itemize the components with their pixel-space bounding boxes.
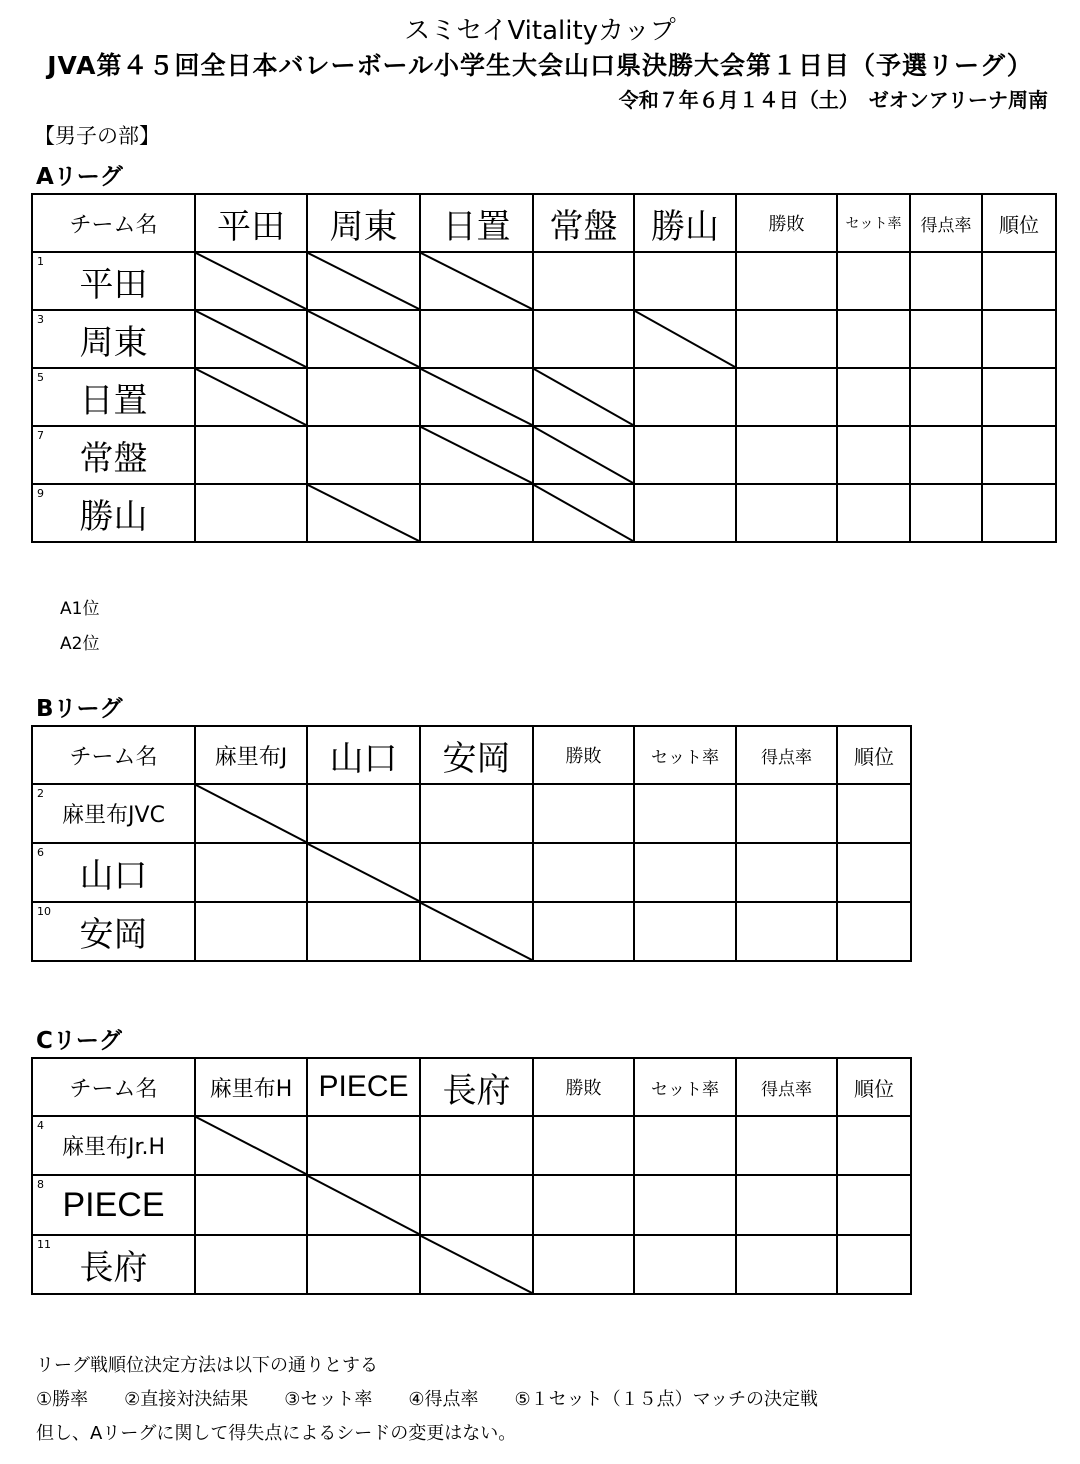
stat-cell[interactable] — [533, 1116, 634, 1175]
team-cell — [32, 484, 195, 542]
diagonal-cell — [307, 252, 420, 310]
team-name-header: チーム名 — [32, 1058, 195, 1116]
stat-cell[interactable] — [736, 1116, 837, 1175]
team-name: 平田 — [79, 264, 148, 305]
result-cell[interactable] — [420, 310, 533, 368]
team-name-header: チーム名 — [32, 726, 195, 784]
seed-number: 1 — [37, 255, 44, 268]
team-cell — [32, 784, 195, 843]
table-row — [32, 1116, 911, 1175]
team-name: 周東 — [79, 322, 148, 363]
column-team: 勝山 — [634, 194, 736, 252]
stat-cell[interactable] — [736, 368, 837, 426]
stat-cell[interactable] — [736, 1175, 837, 1235]
seed-number: 7 — [37, 429, 44, 442]
table-row — [32, 310, 1056, 368]
point-rate-header: 得点率 — [736, 726, 837, 784]
table-row — [32, 484, 1056, 542]
diagonal-cell — [533, 426, 634, 484]
team-name: 安岡 — [79, 915, 148, 955]
diagonal-cell — [195, 1116, 307, 1175]
win-loss-header: 勝敗 — [736, 194, 837, 252]
table-row — [32, 1175, 911, 1235]
a1-rank-label: A1位 — [60, 599, 100, 619]
column-team: 麻里布J — [195, 726, 307, 784]
team-name: 山口 — [79, 856, 148, 896]
result-cell[interactable] — [195, 1175, 307, 1235]
result-cell[interactable] — [195, 426, 307, 484]
table-row — [32, 902, 911, 961]
stat-cell[interactable] — [634, 843, 736, 902]
diagonal-cell — [420, 252, 533, 310]
stat-cell[interactable] — [736, 310, 837, 368]
division-label: 【男子の部】 — [34, 124, 160, 148]
table-row — [32, 368, 1056, 426]
table-header-row — [32, 726, 911, 784]
title-line1: スミセイVitalityカップ — [404, 16, 676, 46]
stat-cell[interactable] — [736, 1235, 837, 1294]
column-team: 日置 — [420, 194, 533, 252]
seed-number: 4 — [37, 1119, 44, 1132]
diagonal-cell — [634, 310, 736, 368]
table-row — [32, 1235, 911, 1294]
result-cell[interactable] — [195, 484, 307, 542]
diagonal-cell — [533, 368, 634, 426]
stat-cell[interactable] — [736, 902, 837, 961]
column-team: PIECE — [307, 1058, 420, 1116]
result-cell[interactable] — [533, 252, 634, 310]
diagonal-cell — [420, 426, 533, 484]
ranking-rules-caveat: 但し、Aリーグに関して得失点によるシードの変更はない。 — [36, 1423, 517, 1444]
title-line2: JVA第４５回全日本バレーボール小学生大会山口県決勝大会第１日目（予選リーグ） — [47, 51, 1033, 80]
table-header-row — [32, 194, 1056, 252]
team-name: 勝山 — [79, 496, 148, 537]
point-rate-header: 得点率 — [736, 1058, 837, 1116]
team-name: 麻里布Jr.H — [61, 1135, 166, 1160]
league-c-table — [31, 1057, 912, 1295]
team-cell — [32, 1235, 195, 1294]
result-cell[interactable] — [420, 784, 533, 843]
column-team: 安岡 — [420, 726, 533, 784]
team-name: PIECE — [62, 1185, 165, 1224]
result-cell[interactable] — [307, 784, 420, 843]
stat-cell[interactable] — [910, 426, 982, 484]
result-cell[interactable] — [420, 1175, 533, 1235]
team-cell — [32, 426, 195, 484]
result-cell[interactable] — [634, 484, 736, 542]
column-team: 山口 — [307, 726, 420, 784]
team-name: 麻里布JVC — [62, 803, 165, 828]
team-cell — [32, 310, 195, 368]
diagonal-cell — [420, 1235, 533, 1294]
seed-number: 3 — [37, 313, 44, 326]
stat-cell[interactable] — [736, 843, 837, 902]
table-row — [32, 426, 1056, 484]
stat-cell[interactable] — [533, 1235, 634, 1294]
team-name: 長府 — [79, 1248, 148, 1288]
seed-number: 11 — [37, 1238, 51, 1251]
seed-number: 6 — [37, 846, 44, 859]
team-cell — [32, 843, 195, 902]
point-rate-header: 得点率 — [910, 194, 982, 252]
seed-number: 2 — [37, 787, 44, 800]
diagonal-cell — [195, 368, 307, 426]
ranking-rules-criteria: ①勝率 ②直接対決結果 ③セット率 ④得点率 ⑤１セット（１５点）マッチの決定戦 — [36, 1389, 818, 1410]
stat-cell[interactable] — [634, 1235, 736, 1294]
rank-header: 順位 — [837, 726, 911, 784]
diagonal-cell — [533, 484, 634, 542]
league-a-table — [31, 193, 1057, 543]
set-rate-header: セット率 — [634, 1058, 736, 1116]
diagonal-cell — [307, 843, 420, 902]
win-loss-header: 勝敗 — [533, 1058, 634, 1116]
stat-cell[interactable] — [736, 426, 837, 484]
stat-cell[interactable] — [533, 784, 634, 843]
stat-cell[interactable] — [837, 484, 910, 542]
stat-cell[interactable] — [910, 252, 982, 310]
stat-cell[interactable] — [837, 1116, 911, 1175]
result-cell[interactable] — [307, 426, 420, 484]
diagonal-cell — [307, 310, 420, 368]
diagonal-cell — [195, 784, 307, 843]
diagonal-cell — [420, 368, 533, 426]
stat-cell[interactable] — [837, 902, 911, 961]
diagonal-cell — [307, 484, 420, 542]
diagonal-cell — [420, 902, 533, 961]
table-row — [32, 252, 1056, 310]
result-cell[interactable] — [634, 368, 736, 426]
result-cell[interactable] — [307, 902, 420, 961]
stat-cell[interactable] — [837, 252, 910, 310]
stat-cell[interactable] — [837, 843, 911, 902]
league-c-label: Cリーグ — [36, 1028, 122, 1054]
diagonal-cell — [307, 1175, 420, 1235]
stat-cell[interactable] — [736, 784, 837, 843]
result-cell[interactable] — [634, 426, 736, 484]
stat-cell[interactable] — [837, 1175, 911, 1235]
stat-cell[interactable] — [982, 252, 1056, 310]
league-b-table — [31, 725, 912, 962]
stat-cell[interactable] — [533, 1175, 634, 1235]
result-cell[interactable] — [307, 368, 420, 426]
result-cell[interactable] — [533, 310, 634, 368]
set-rate-header: セット率 — [837, 194, 910, 252]
team-name: 常盤 — [79, 438, 148, 479]
stat-cell[interactable] — [910, 484, 982, 542]
league-b-label: Bリーグ — [36, 696, 123, 722]
stat-cell[interactable] — [982, 310, 1056, 368]
stat-cell[interactable] — [736, 252, 837, 310]
column-team: 常盤 — [533, 194, 634, 252]
stat-cell[interactable] — [837, 368, 910, 426]
result-cell[interactable] — [420, 843, 533, 902]
column-team: 平田 — [195, 194, 307, 252]
seed-number: 9 — [37, 487, 44, 500]
diagonal-cell — [195, 252, 307, 310]
stat-cell[interactable] — [736, 484, 837, 542]
stat-cell[interactable] — [837, 426, 910, 484]
team-cell — [32, 368, 195, 426]
team-name-header: チーム名 — [32, 194, 195, 252]
stat-cell[interactable] — [910, 310, 982, 368]
table-row — [32, 784, 911, 843]
date-venue: 令和７年６月１４日（土） ゼオンアリーナ周南 — [618, 88, 1048, 112]
rank-header: 順位 — [837, 1058, 911, 1116]
stat-cell[interactable] — [634, 1175, 736, 1235]
result-cell[interactable] — [420, 1116, 533, 1175]
team-name: 日置 — [79, 380, 148, 421]
column-team: 長府 — [420, 1058, 533, 1116]
team-cell — [32, 252, 195, 310]
result-cell[interactable] — [307, 1116, 420, 1175]
table-row — [32, 843, 911, 902]
team-cell — [32, 1116, 195, 1175]
stat-cell[interactable] — [634, 1116, 736, 1175]
seed-number: 8 — [37, 1178, 44, 1191]
stat-cell[interactable] — [634, 902, 736, 961]
result-cell[interactable] — [195, 1235, 307, 1294]
stat-cell[interactable] — [982, 368, 1056, 426]
result-cell[interactable] — [634, 252, 736, 310]
league-a-label: Aリーグ — [36, 164, 123, 190]
stat-cell[interactable] — [533, 902, 634, 961]
rank-header: 順位 — [982, 194, 1056, 252]
column-team: 周東 — [307, 194, 420, 252]
table-header-row — [32, 1058, 911, 1116]
seed-number: 5 — [37, 371, 44, 384]
column-team: 麻里布H — [195, 1058, 307, 1116]
result-cell[interactable] — [420, 484, 533, 542]
team-cell — [32, 1175, 195, 1235]
result-cell[interactable] — [307, 1235, 420, 1294]
stat-cell[interactable] — [910, 368, 982, 426]
stat-cell[interactable] — [982, 484, 1056, 542]
ranking-rules-intro: リーグ戦順位決定方法は以下の通りとする — [36, 1355, 378, 1376]
stat-cell[interactable] — [837, 784, 911, 843]
result-cell[interactable] — [195, 843, 307, 902]
diagonal-cell — [195, 310, 307, 368]
a2-rank-label: A2位 — [60, 634, 100, 654]
stat-cell[interactable] — [634, 784, 736, 843]
stat-cell[interactable] — [982, 426, 1056, 484]
stat-cell[interactable] — [837, 1235, 911, 1294]
team-cell — [32, 902, 195, 961]
set-rate-header: セット率 — [634, 726, 736, 784]
win-loss-header: 勝敗 — [533, 726, 634, 784]
result-cell[interactable] — [195, 902, 307, 961]
seed-number: 10 — [37, 905, 51, 918]
stat-cell[interactable] — [533, 843, 634, 902]
stat-cell[interactable] — [837, 310, 910, 368]
